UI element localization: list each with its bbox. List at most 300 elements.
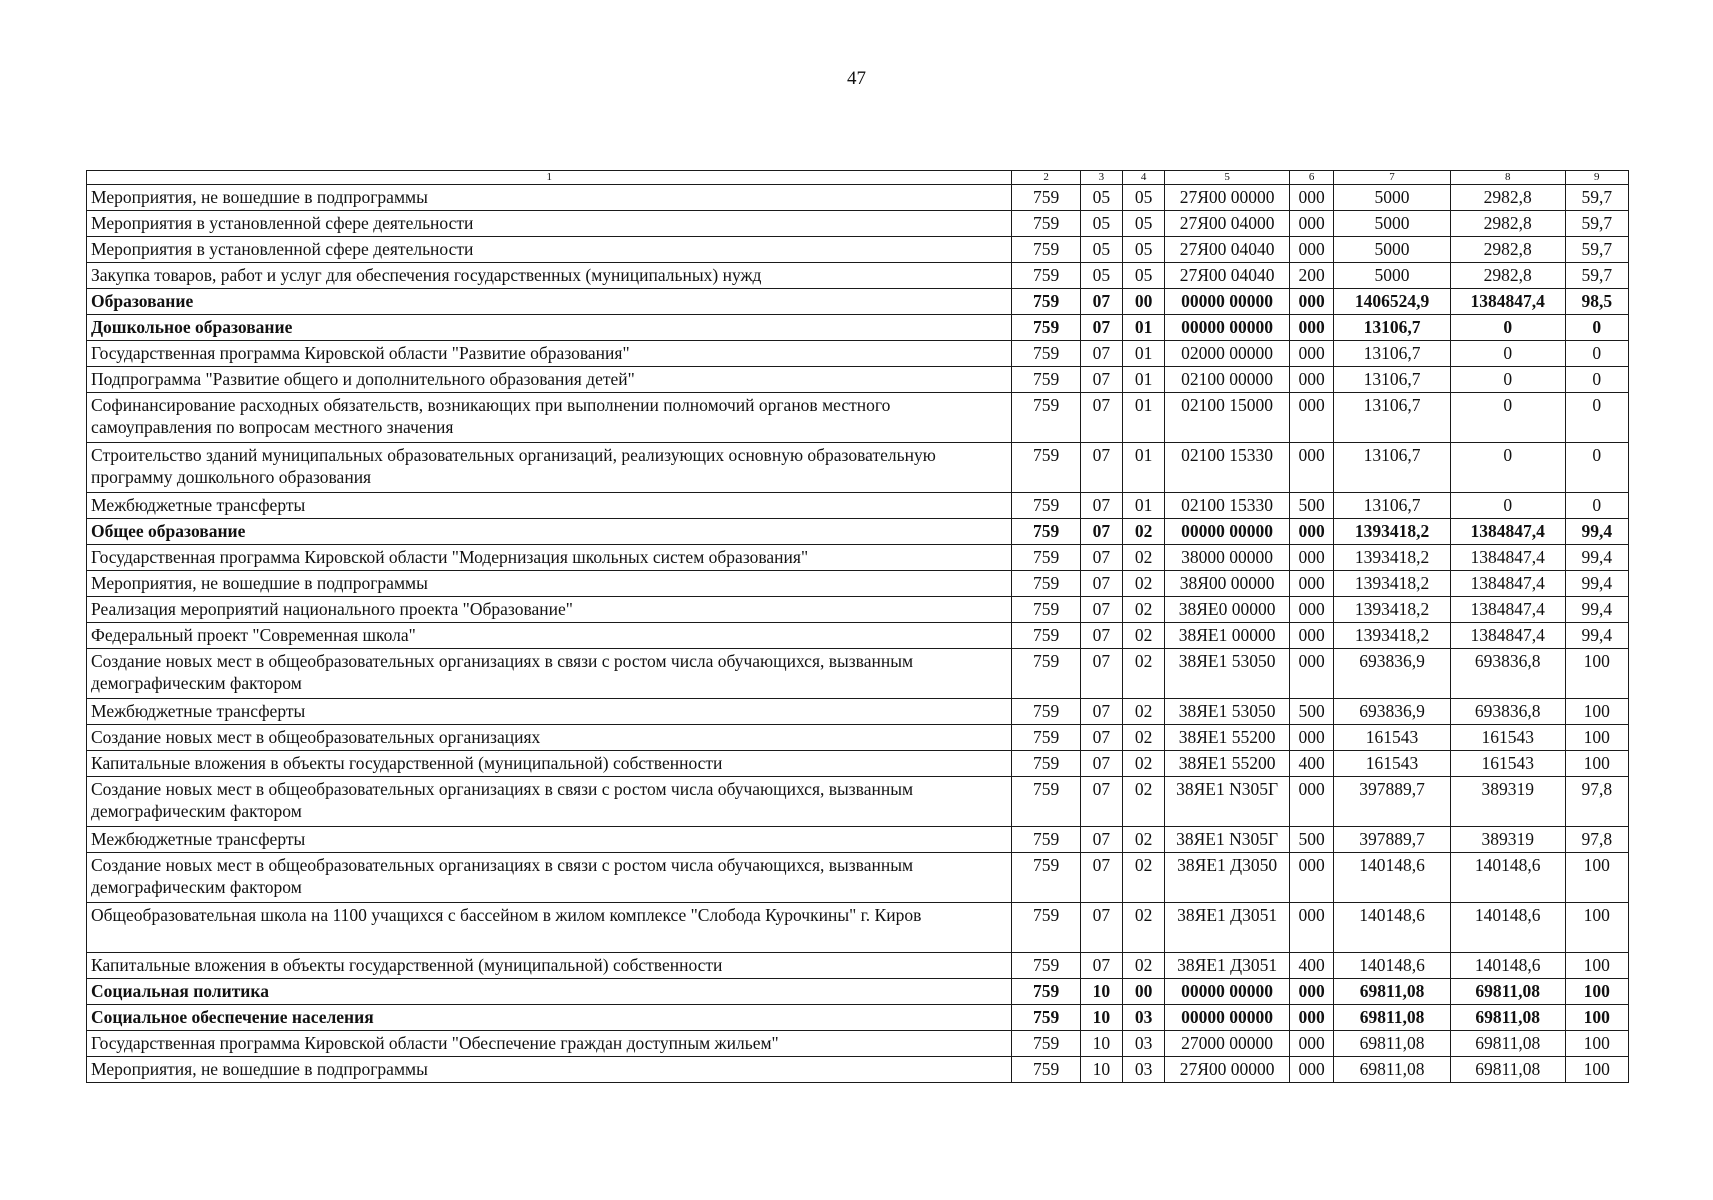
row-name: Государственная программа Кировской области "Обеспечение граждан доступным жильем" (87, 1031, 1012, 1057)
cell-col-4: 01 (1123, 315, 1165, 341)
table-row (87, 315, 1629, 341)
cell-col-2: 759 (1012, 751, 1080, 777)
cell-col-4: 02 (1123, 853, 1165, 903)
row-name: Строительство зданий муниципальных образовательных организаций, реализующих основную образовательную программу дошкольного образования (87, 443, 1012, 493)
cell-col-6: 000 (1289, 1057, 1333, 1083)
cell-col-8: 0 (1450, 315, 1565, 341)
cell-col-7: 693836,9 (1334, 699, 1451, 725)
cell-col-5: 27Я00 00000 (1165, 1057, 1290, 1083)
cell-col-8: 693836,8 (1450, 649, 1565, 699)
cell-col-8: 140148,6 (1450, 953, 1565, 979)
cell-col-5: 02100 00000 (1165, 367, 1290, 393)
cell-col-5: 02100 15000 (1165, 393, 1290, 443)
cell-col-8: 1384847,4 (1450, 597, 1565, 623)
header-row (87, 171, 1629, 185)
cell-col-2: 759 (1012, 649, 1080, 699)
row-name: Мероприятия, не вошедшие в подпрограммы (87, 571, 1012, 597)
cell-col-9: 100 (1565, 953, 1628, 979)
cell-col-9: 100 (1565, 725, 1628, 751)
row-name: Создание новых мест в общеобразовательных организациях (87, 725, 1012, 751)
cell-col-2: 759 (1012, 953, 1080, 979)
cell-col-9: 99,4 (1565, 519, 1628, 545)
cell-col-5: 38ЯЕ1 Д3051 (1165, 903, 1290, 953)
cell-col-8: 69811,08 (1450, 1031, 1565, 1057)
cell-col-3: 07 (1080, 827, 1122, 853)
cell-col-6: 500 (1289, 699, 1333, 725)
cell-col-7: 5000 (1334, 237, 1451, 263)
cell-col-3: 07 (1080, 367, 1122, 393)
cell-col-2: 759 (1012, 493, 1080, 519)
row-name: Закупка товаров, работ и услуг для обеспечения государственных (муниципальных) нужд (87, 263, 1012, 289)
row-name: Государственная программа Кировской области "Модернизация школьных систем образования" (87, 545, 1012, 571)
cell-col-5: 00000 00000 (1165, 519, 1290, 545)
cell-col-8: 140148,6 (1450, 903, 1565, 953)
cell-col-5: 27Я00 04040 (1165, 237, 1290, 263)
cell-col-2: 759 (1012, 315, 1080, 341)
cell-col-4: 01 (1123, 493, 1165, 519)
table-row (87, 545, 1629, 571)
cell-col-2: 759 (1012, 237, 1080, 263)
cell-col-8: 161543 (1450, 751, 1565, 777)
cell-col-7: 69811,08 (1334, 1005, 1451, 1031)
cell-col-7: 161543 (1334, 725, 1451, 751)
table-row (87, 393, 1629, 443)
cell-col-7: 140148,6 (1334, 953, 1451, 979)
cell-col-9: 0 (1565, 393, 1628, 443)
cell-col-8: 693836,8 (1450, 699, 1565, 725)
cell-col-3: 07 (1080, 699, 1122, 725)
cell-col-8: 2982,8 (1450, 263, 1565, 289)
cell-col-6: 000 (1289, 597, 1333, 623)
cell-col-7: 13106,7 (1334, 367, 1451, 393)
table-row (87, 649, 1629, 699)
cell-col-4: 02 (1123, 597, 1165, 623)
cell-col-2: 759 (1012, 979, 1080, 1005)
cell-col-3: 07 (1080, 953, 1122, 979)
cell-col-2: 759 (1012, 367, 1080, 393)
cell-col-8: 0 (1450, 341, 1565, 367)
table-row (87, 493, 1629, 519)
cell-col-4: 05 (1123, 185, 1165, 211)
row-name: Межбюджетные трансферты (87, 493, 1012, 519)
cell-col-3: 07 (1080, 725, 1122, 751)
table-row (87, 903, 1629, 953)
cell-col-2: 759 (1012, 185, 1080, 211)
cell-col-9: 0 (1565, 367, 1628, 393)
row-name: Подпрограмма "Развитие общего и дополнительного образования детей" (87, 367, 1012, 393)
cell-col-2: 759 (1012, 519, 1080, 545)
cell-col-7: 1393418,2 (1334, 623, 1451, 649)
budget-table (86, 170, 1629, 1083)
cell-col-2: 759 (1012, 827, 1080, 853)
row-name: Капитальные вложения в объекты государственной (муниципальной) собственности (87, 751, 1012, 777)
cell-col-2: 759 (1012, 211, 1080, 237)
cell-col-3: 10 (1080, 1005, 1122, 1031)
row-name: Создание новых мест в общеобразовательных организациях в связи с ростом числа обучающихся, вызванным демографическим фактором (87, 853, 1012, 903)
cell-col-8: 69811,08 (1450, 1005, 1565, 1031)
cell-col-3: 07 (1080, 853, 1122, 903)
table-row (87, 289, 1629, 315)
cell-col-7: 1393418,2 (1334, 571, 1451, 597)
row-name: Создание новых мест в общеобразовательных организациях в связи с ростом числа обучающихся, вызванным демографическим фактором (87, 777, 1012, 827)
cell-col-9: 0 (1565, 341, 1628, 367)
table-row (87, 699, 1629, 725)
cell-col-3: 07 (1080, 315, 1122, 341)
cell-col-3: 05 (1080, 211, 1122, 237)
cell-col-7: 13106,7 (1334, 393, 1451, 443)
cell-col-4: 05 (1123, 263, 1165, 289)
table-row (87, 623, 1629, 649)
cell-col-5: 38ЯЕ1 55200 (1165, 725, 1290, 751)
cell-col-6: 000 (1289, 211, 1333, 237)
table-row (87, 443, 1629, 493)
cell-col-2: 759 (1012, 777, 1080, 827)
cell-col-9: 100 (1565, 751, 1628, 777)
cell-col-5: 00000 00000 (1165, 1005, 1290, 1031)
cell-col-5: 38ЯЕ0 00000 (1165, 597, 1290, 623)
cell-col-4: 02 (1123, 519, 1165, 545)
header-cell: 9 (1565, 171, 1628, 185)
table-row (87, 725, 1629, 751)
cell-col-6: 400 (1289, 751, 1333, 777)
table-row (87, 263, 1629, 289)
cell-col-4: 02 (1123, 545, 1165, 571)
row-name: Мероприятия в установленной сфере деятельности (87, 237, 1012, 263)
cell-col-9: 59,7 (1565, 263, 1628, 289)
cell-col-8: 2982,8 (1450, 211, 1565, 237)
cell-col-2: 759 (1012, 289, 1080, 315)
cell-col-3: 07 (1080, 623, 1122, 649)
cell-col-8: 389319 (1450, 827, 1565, 853)
cell-col-7: 693836,9 (1334, 649, 1451, 699)
cell-col-9: 0 (1565, 315, 1628, 341)
cell-col-5: 38ЯЕ1 00000 (1165, 623, 1290, 649)
cell-col-6: 000 (1289, 185, 1333, 211)
cell-col-2: 759 (1012, 1031, 1080, 1057)
cell-col-6: 000 (1289, 237, 1333, 263)
cell-col-9: 59,7 (1565, 237, 1628, 263)
cell-col-2: 759 (1012, 545, 1080, 571)
cell-col-6: 000 (1289, 623, 1333, 649)
table-row (87, 519, 1629, 545)
table-row (87, 185, 1629, 211)
row-name: Создание новых мест в общеобразовательных организациях в связи с ростом числа обучающихся, вызванным демографическим фактором (87, 649, 1012, 699)
cell-col-9: 97,8 (1565, 777, 1628, 827)
cell-col-4: 01 (1123, 341, 1165, 367)
cell-col-4: 02 (1123, 903, 1165, 953)
cell-col-9: 100 (1565, 903, 1628, 953)
cell-col-3: 07 (1080, 289, 1122, 315)
cell-col-7: 140148,6 (1334, 903, 1451, 953)
page-number: 47 (847, 68, 866, 89)
header-cell: 1 (87, 171, 1012, 185)
cell-col-4: 02 (1123, 751, 1165, 777)
table-row (87, 1031, 1629, 1057)
header-cell: 2 (1012, 171, 1080, 185)
cell-col-9: 99,4 (1565, 571, 1628, 597)
header-cell: 8 (1450, 171, 1565, 185)
cell-col-3: 07 (1080, 545, 1122, 571)
header-cell: 7 (1334, 171, 1451, 185)
cell-col-5: 00000 00000 (1165, 289, 1290, 315)
cell-col-7: 69811,08 (1334, 1057, 1451, 1083)
cell-col-6: 000 (1289, 853, 1333, 903)
cell-col-7: 1393418,2 (1334, 597, 1451, 623)
cell-col-6: 000 (1289, 1005, 1333, 1031)
cell-col-7: 5000 (1334, 211, 1451, 237)
cell-col-8: 1384847,4 (1450, 289, 1565, 315)
cell-col-6: 400 (1289, 953, 1333, 979)
cell-col-8: 69811,08 (1450, 979, 1565, 1005)
cell-col-9: 100 (1565, 699, 1628, 725)
cell-col-9: 100 (1565, 853, 1628, 903)
cell-col-2: 759 (1012, 725, 1080, 751)
cell-col-5: 27Я00 00000 (1165, 185, 1290, 211)
cell-col-5: 38ЯЕ1 Д3050 (1165, 853, 1290, 903)
cell-col-8: 0 (1450, 443, 1565, 493)
row-name: Мероприятия, не вошедшие в подпрограммы (87, 185, 1012, 211)
cell-col-4: 05 (1123, 211, 1165, 237)
cell-col-8: 1384847,4 (1450, 545, 1565, 571)
cell-col-6: 000 (1289, 443, 1333, 493)
cell-col-6: 000 (1289, 341, 1333, 367)
cell-col-8: 2982,8 (1450, 237, 1565, 263)
cell-col-6: 200 (1289, 263, 1333, 289)
cell-col-2: 759 (1012, 597, 1080, 623)
cell-col-9: 99,4 (1565, 545, 1628, 571)
cell-col-7: 1406524,9 (1334, 289, 1451, 315)
cell-col-4: 02 (1123, 777, 1165, 827)
cell-col-9: 100 (1565, 649, 1628, 699)
cell-col-8: 0 (1450, 493, 1565, 519)
cell-col-8: 69811,08 (1450, 1057, 1565, 1083)
cell-col-6: 000 (1289, 367, 1333, 393)
cell-col-3: 07 (1080, 903, 1122, 953)
cell-col-9: 100 (1565, 1031, 1628, 1057)
cell-col-2: 759 (1012, 699, 1080, 725)
cell-col-7: 1393418,2 (1334, 519, 1451, 545)
cell-col-9: 59,7 (1565, 211, 1628, 237)
cell-col-5: 02000 00000 (1165, 341, 1290, 367)
cell-col-6: 500 (1289, 493, 1333, 519)
cell-col-7: 13106,7 (1334, 443, 1451, 493)
cell-col-3: 10 (1080, 979, 1122, 1005)
cell-col-2: 759 (1012, 1057, 1080, 1083)
table-row (87, 597, 1629, 623)
cell-col-9: 100 (1565, 1005, 1628, 1031)
cell-col-6: 000 (1289, 725, 1333, 751)
cell-col-3: 07 (1080, 493, 1122, 519)
cell-col-7: 397889,7 (1334, 827, 1451, 853)
table-row (87, 853, 1629, 903)
cell-col-7: 5000 (1334, 263, 1451, 289)
cell-col-6: 000 (1289, 903, 1333, 953)
cell-col-3: 05 (1080, 263, 1122, 289)
cell-col-8: 0 (1450, 367, 1565, 393)
cell-col-6: 500 (1289, 827, 1333, 853)
cell-col-3: 07 (1080, 571, 1122, 597)
cell-col-3: 05 (1080, 237, 1122, 263)
cell-col-3: 07 (1080, 777, 1122, 827)
cell-col-8: 389319 (1450, 777, 1565, 827)
cell-col-8: 1384847,4 (1450, 623, 1565, 649)
cell-col-4: 02 (1123, 827, 1165, 853)
cell-col-7: 13106,7 (1334, 341, 1451, 367)
row-name: Общеобразовательная школа на 1100 учащихся с бассейном в жилом комплексе "Слобода Курочкины" г. Киров (87, 903, 1012, 953)
cell-col-5: 38ЯЕ1 55200 (1165, 751, 1290, 777)
row-name: Мероприятия в установленной сфере деятельности (87, 211, 1012, 237)
header-cell: 5 (1165, 171, 1290, 185)
cell-col-8: 0 (1450, 393, 1565, 443)
cell-col-5: 00000 00000 (1165, 979, 1290, 1005)
row-name: Федеральный проект "Современная школа" (87, 623, 1012, 649)
table-row (87, 211, 1629, 237)
cell-col-9: 0 (1565, 443, 1628, 493)
table-row (87, 341, 1629, 367)
cell-col-7: 397889,7 (1334, 777, 1451, 827)
table-row (87, 953, 1629, 979)
header-cell: 3 (1080, 171, 1122, 185)
table-row (87, 751, 1629, 777)
row-name: Образование (87, 289, 1012, 315)
cell-col-5: 38ЯЕ1 N305Г (1165, 827, 1290, 853)
cell-col-2: 759 (1012, 443, 1080, 493)
cell-col-6: 000 (1289, 289, 1333, 315)
cell-col-5: 38ЯЕ1 53050 (1165, 699, 1290, 725)
cell-col-6: 000 (1289, 519, 1333, 545)
header-cell: 6 (1289, 171, 1333, 185)
cell-col-8: 140148,6 (1450, 853, 1565, 903)
table-row (87, 367, 1629, 393)
cell-col-8: 2982,8 (1450, 185, 1565, 211)
cell-col-7: 161543 (1334, 751, 1451, 777)
cell-col-7: 140148,6 (1334, 853, 1451, 903)
row-name: Государственная программа Кировской области "Развитие образования" (87, 341, 1012, 367)
row-name: Межбюджетные трансферты (87, 699, 1012, 725)
row-name: Социальное обеспечение населения (87, 1005, 1012, 1031)
cell-col-3: 07 (1080, 443, 1122, 493)
cell-col-5: 27Я00 04040 (1165, 263, 1290, 289)
cell-col-4: 00 (1123, 289, 1165, 315)
cell-col-3: 07 (1080, 751, 1122, 777)
cell-col-4: 02 (1123, 699, 1165, 725)
cell-col-9: 97,8 (1565, 827, 1628, 853)
table-row (87, 777, 1629, 827)
cell-col-3: 07 (1080, 393, 1122, 443)
cell-col-2: 759 (1012, 393, 1080, 443)
cell-col-2: 759 (1012, 341, 1080, 367)
cell-col-5: 27000 00000 (1165, 1031, 1290, 1057)
cell-col-7: 1393418,2 (1334, 545, 1451, 571)
cell-col-6: 000 (1289, 649, 1333, 699)
cell-col-2: 759 (1012, 1005, 1080, 1031)
cell-col-4: 00 (1123, 979, 1165, 1005)
cell-col-6: 000 (1289, 571, 1333, 597)
row-name: Общее образование (87, 519, 1012, 545)
cell-col-2: 759 (1012, 263, 1080, 289)
cell-col-5: 38ЯЕ1 N305Г (1165, 777, 1290, 827)
cell-col-5: 38Я00 00000 (1165, 571, 1290, 597)
cell-col-5: 02100 15330 (1165, 493, 1290, 519)
table-row (87, 1005, 1629, 1031)
cell-col-8: 1384847,4 (1450, 571, 1565, 597)
row-name: Социальная политика (87, 979, 1012, 1005)
cell-col-2: 759 (1012, 853, 1080, 903)
table-row (87, 571, 1629, 597)
cell-col-4: 01 (1123, 443, 1165, 493)
table-row (87, 979, 1629, 1005)
cell-col-7: 13106,7 (1334, 493, 1451, 519)
cell-col-6: 000 (1289, 315, 1333, 341)
cell-col-4: 03 (1123, 1057, 1165, 1083)
header-cell: 4 (1123, 171, 1165, 185)
cell-col-5: 38ЯЕ1 53050 (1165, 649, 1290, 699)
cell-col-5: 02100 15330 (1165, 443, 1290, 493)
cell-col-2: 759 (1012, 903, 1080, 953)
row-name: Дошкольное образование (87, 315, 1012, 341)
cell-col-4: 03 (1123, 1005, 1165, 1031)
cell-col-4: 02 (1123, 649, 1165, 699)
cell-col-6: 000 (1289, 979, 1333, 1005)
table-row (87, 237, 1629, 263)
cell-col-8: 161543 (1450, 725, 1565, 751)
row-name: Капитальные вложения в объекты государственной (муниципальной) собственности (87, 953, 1012, 979)
cell-col-4: 01 (1123, 367, 1165, 393)
cell-col-9: 59,7 (1565, 185, 1628, 211)
cell-col-5: 38ЯЕ1 Д3051 (1165, 953, 1290, 979)
cell-col-9: 98,5 (1565, 289, 1628, 315)
cell-col-9: 99,4 (1565, 623, 1628, 649)
cell-col-3: 07 (1080, 597, 1122, 623)
cell-col-4: 02 (1123, 571, 1165, 597)
cell-col-6: 000 (1289, 777, 1333, 827)
cell-col-4: 02 (1123, 623, 1165, 649)
cell-col-3: 10 (1080, 1031, 1122, 1057)
cell-col-4: 05 (1123, 237, 1165, 263)
cell-col-7: 69811,08 (1334, 979, 1451, 1005)
row-name: Межбюджетные трансферты (87, 827, 1012, 853)
cell-col-5: 38000 00000 (1165, 545, 1290, 571)
row-name: Софинансирование расходных обязательств, возникающих при выполнении полномочий органов местного самоуправления по вопросам местного значения (87, 393, 1012, 443)
row-name: Мероприятия, не вошедшие в подпрограммы (87, 1057, 1012, 1083)
cell-col-4: 02 (1123, 725, 1165, 751)
table-row (87, 1057, 1629, 1083)
cell-col-6: 000 (1289, 545, 1333, 571)
cell-col-2: 759 (1012, 571, 1080, 597)
cell-col-3: 10 (1080, 1057, 1122, 1083)
cell-col-7: 69811,08 (1334, 1031, 1451, 1057)
row-name: Реализация мероприятий национального проекта "Образование" (87, 597, 1012, 623)
cell-col-9: 0 (1565, 493, 1628, 519)
cell-col-7: 5000 (1334, 185, 1451, 211)
cell-col-6: 000 (1289, 393, 1333, 443)
cell-col-9: 99,4 (1565, 597, 1628, 623)
cell-col-8: 1384847,4 (1450, 519, 1565, 545)
cell-col-4: 03 (1123, 1031, 1165, 1057)
cell-col-4: 02 (1123, 953, 1165, 979)
table-row (87, 827, 1629, 853)
cell-col-6: 000 (1289, 1031, 1333, 1057)
cell-col-5: 27Я00 04000 (1165, 211, 1290, 237)
cell-col-3: 07 (1080, 341, 1122, 367)
cell-col-4: 01 (1123, 393, 1165, 443)
cell-col-5: 00000 00000 (1165, 315, 1290, 341)
cell-col-3: 05 (1080, 185, 1122, 211)
cell-col-9: 100 (1565, 1057, 1628, 1083)
cell-col-3: 07 (1080, 519, 1122, 545)
cell-col-9: 100 (1565, 979, 1628, 1005)
cell-col-7: 13106,7 (1334, 315, 1451, 341)
